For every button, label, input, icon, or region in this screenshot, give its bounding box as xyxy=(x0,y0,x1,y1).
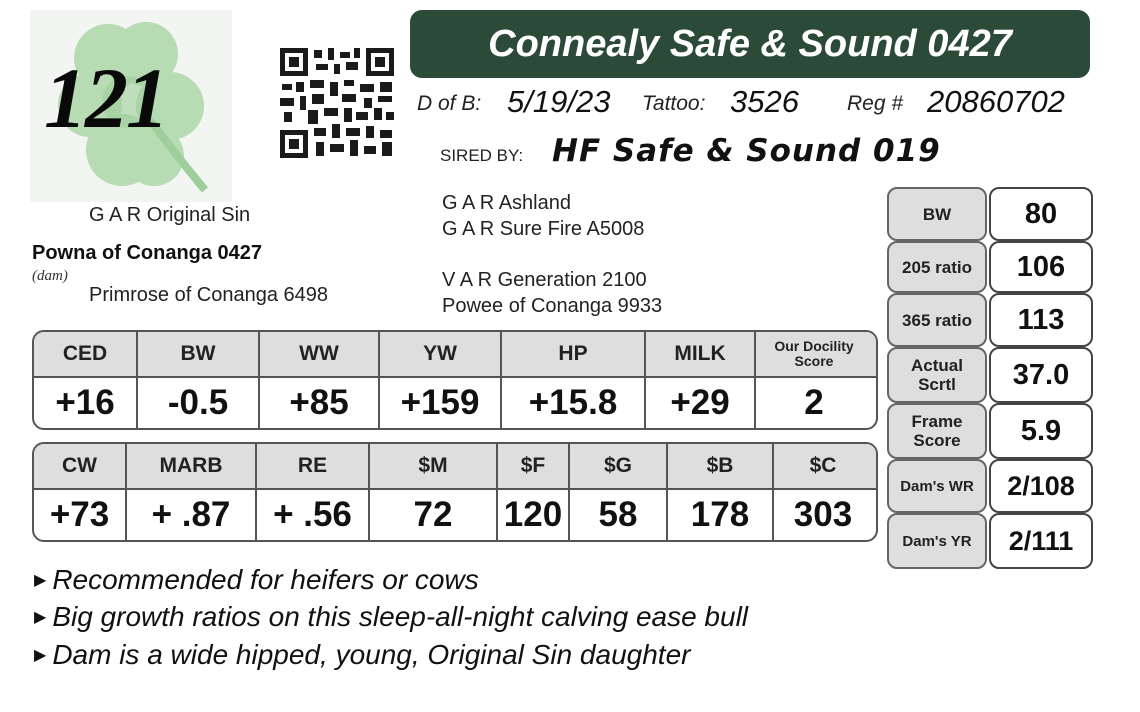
sire-dam: Powee of Conanga 9933 xyxy=(442,295,663,317)
epd-value: 303 xyxy=(793,495,853,534)
epd-header: MILK xyxy=(646,332,756,376)
epd-header: $C xyxy=(809,454,837,477)
performance-value: 2/111 xyxy=(989,513,1093,569)
epd-table-2-header xyxy=(34,444,876,490)
epd-header: $F xyxy=(498,444,570,488)
bullet-triangle-icon: ▶ xyxy=(34,647,47,664)
sired-by-label: SIRED BY: xyxy=(440,146,524,165)
sire-sire: G A R Ashland xyxy=(442,192,571,214)
performance-label: 205 ratio xyxy=(887,241,987,293)
performance-label: Actual Scrtl xyxy=(887,347,987,403)
epd-header: BW xyxy=(138,332,260,376)
epd-header: $M xyxy=(370,444,498,488)
epd-value: 120 xyxy=(498,490,570,540)
epd-table-2-values xyxy=(34,490,876,540)
epd-header: $B xyxy=(668,444,774,488)
animal-name: Connealy Safe & Sound 0427 xyxy=(410,10,1090,78)
performance-value: 80 xyxy=(989,187,1093,241)
epd-value: + .87 xyxy=(127,490,257,540)
note-item xyxy=(34,564,479,596)
epd-header: CED xyxy=(34,332,138,376)
epd-value: +73 xyxy=(34,490,127,540)
performance-value: 2/108 xyxy=(989,459,1093,513)
epd-value: -0.5 xyxy=(138,378,260,428)
epd-value: 72 xyxy=(370,490,498,540)
note-text: Big growth ratios on this sleep-all-night calving ease bull xyxy=(52,601,749,632)
epd-value: +16 xyxy=(34,378,138,428)
sire-sire-dam: G A R Sure Fire A5008 xyxy=(442,218,645,240)
epd-header: Our Docility Score xyxy=(774,338,854,369)
epd-table-1 xyxy=(32,330,878,430)
epd-value: +159 xyxy=(380,378,502,428)
epd-header: CW xyxy=(34,444,127,488)
registration-label: Reg # xyxy=(847,92,904,115)
epd-value: 178 xyxy=(668,490,774,540)
note-text: Dam is a wide hipped, young, Original Sin daughter xyxy=(52,639,691,670)
note-item xyxy=(34,601,748,633)
note-text: Recommended for heifers or cows xyxy=(52,564,479,595)
registration-value: 20860702 xyxy=(927,84,1065,119)
epd-value: +85 xyxy=(260,378,380,428)
epd-header: MARB xyxy=(127,444,257,488)
epd-header: YW xyxy=(380,332,502,376)
bullet-triangle-icon: ▶ xyxy=(34,572,47,589)
epd-value: 58 xyxy=(570,490,668,540)
epd-table-1-header xyxy=(34,332,876,378)
performance-value: 37.0 xyxy=(989,347,1093,403)
performance-label: Dam's WR xyxy=(887,459,987,513)
sire-name: HF Safe & Sound 019 xyxy=(552,133,941,169)
epd-value: +29 xyxy=(646,378,756,428)
performance-label: 365 ratio xyxy=(887,293,987,347)
lot-number: 121 xyxy=(44,50,167,146)
dam-name: Powna of Conanga 0427 xyxy=(32,242,263,264)
dam-sire: G A R Original Sin xyxy=(89,204,251,226)
dam-dam: Primrose of Conanga 6498 xyxy=(89,284,329,306)
epd-table-1-values xyxy=(34,378,876,428)
epd-table-2 xyxy=(32,442,878,542)
performance-value: 113 xyxy=(989,293,1093,347)
performance-label: BW xyxy=(887,187,987,241)
epd-header: $G xyxy=(570,444,668,488)
tattoo-value: 3526 xyxy=(730,84,799,119)
bullet-triangle-icon: ▶ xyxy=(34,609,47,626)
performance-value: 5.9 xyxy=(989,403,1093,459)
epd-header: RE xyxy=(257,444,370,488)
epd-value: + .56 xyxy=(257,490,370,540)
tattoo-label: Tattoo: xyxy=(642,92,706,115)
note-item xyxy=(34,639,690,671)
sire-dam-sire: V A R Generation 2100 xyxy=(442,269,647,291)
qr-code-icon xyxy=(278,46,396,160)
epd-value: +15.8 xyxy=(502,378,646,428)
dam-tag: (dam) xyxy=(32,268,68,284)
birth-date-value: 5/19/23 xyxy=(507,84,611,119)
performance-table xyxy=(887,187,1093,569)
performance-value: 106 xyxy=(989,241,1093,293)
performance-label: Dam's YR xyxy=(887,513,987,569)
epd-value: 2 xyxy=(804,383,824,422)
performance-label: Frame Score xyxy=(887,403,987,459)
epd-header: WW xyxy=(260,332,380,376)
epd-header: HP xyxy=(502,332,646,376)
birth-date-label: D of B: xyxy=(417,92,482,115)
